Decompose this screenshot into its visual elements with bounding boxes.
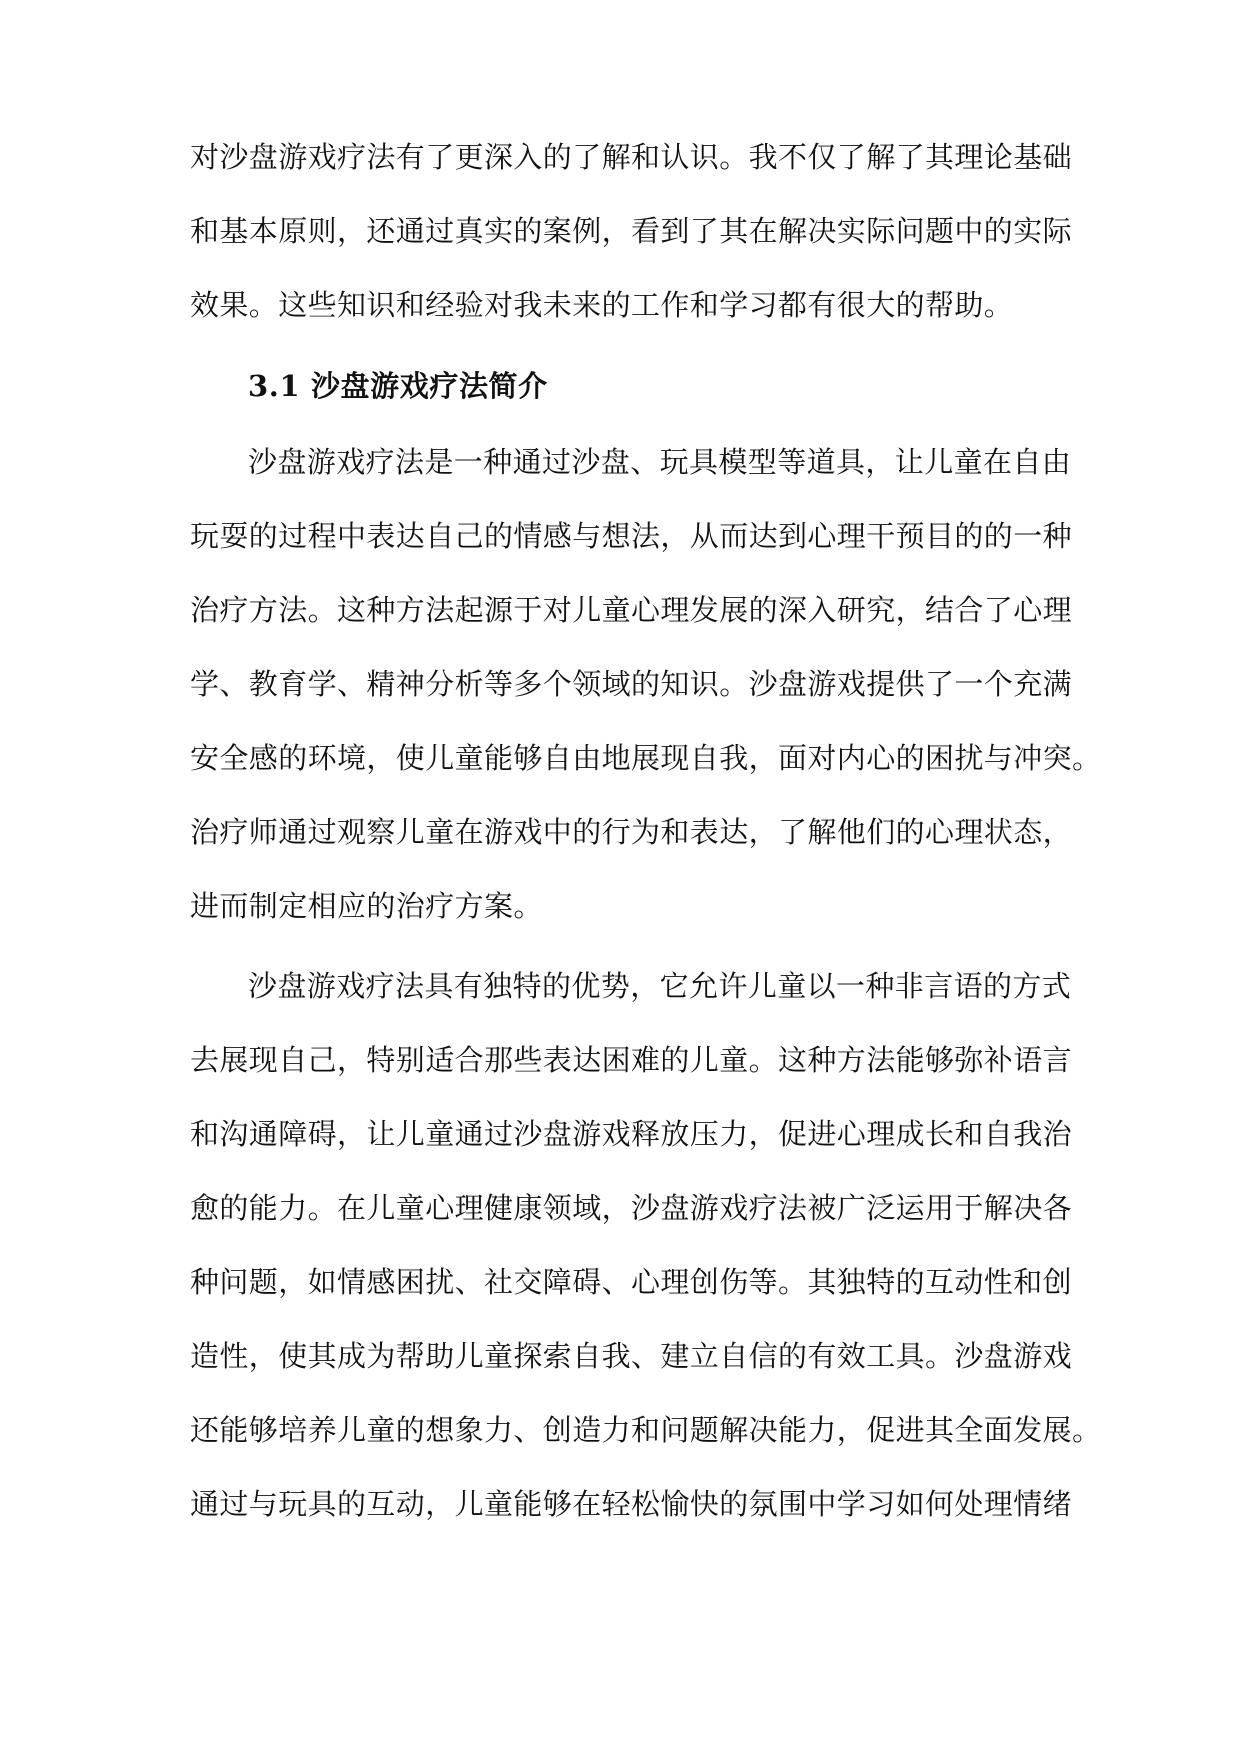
- text-line: 通过与玩具的互动，儿童能够在轻松愉快的氛围中学习如何处理情绪: [190, 1487, 1073, 1521]
- text-line: 去展现自己，特别适合那些表达困难的儿童。这种方法能够弥补语言: [190, 1043, 1073, 1077]
- text-line: 效果。这些知识和经验对我未来的工作和学习都有很大的帮助。: [190, 288, 1014, 322]
- text-line: 安全感的环境，使儿童能够自由地展现自我，面对内心的困扰与冲突。: [190, 741, 1102, 775]
- text-line: 和基本原则，还通过真实的案例，看到了其在解决实际问题中的实际: [190, 214, 1073, 248]
- text-line: 种问题，如情感困扰、社交障碍、心理创伤等。其独特的互动性和创: [190, 1265, 1073, 1299]
- text-line: 造性，使其成为帮助儿童探索自我、建立自信的有效工具。沙盘游戏: [190, 1339, 1073, 1373]
- text-line: 进而制定相应的治疗方案。: [190, 889, 543, 923]
- text-line: 沙盘游戏疗法是一种通过沙盘、玩具模型等道具，让儿童在自由: [248, 445, 1072, 479]
- text-line: 学、教育学、精神分析等多个领域的知识。沙盘游戏提供了一个充满: [190, 667, 1073, 701]
- text-line: 治疗师通过观察儿童在游戏中的行为和表达，了解他们的心理状态，: [190, 815, 1073, 849]
- text-line: 沙盘游戏疗法具有独特的优势，它允许儿童以一种非言语的方式: [248, 969, 1072, 1003]
- text-line: 玩耍的过程中表达自己的情感与想法，从而达到心理干预目的的一种: [190, 519, 1073, 553]
- text-line: 治疗方法。这种方法起源于对儿童心理发展的深入研究，结合了心理: [190, 593, 1073, 627]
- text-line: 愈的能力。在儿童心理健康领域，沙盘游戏疗法被广泛运用于解决各: [190, 1191, 1073, 1225]
- text-line: 和沟通障碍，让儿童通过沙盘游戏释放压力，促进心理成长和自我治: [190, 1117, 1073, 1151]
- text-line: 对沙盘游戏疗法有了更深入的了解和认识。我不仅了解了其理论基础: [190, 140, 1073, 174]
- text-line: 还能够培养儿童的想象力、创造力和问题解决能力，促进其全面发展。: [190, 1413, 1102, 1447]
- section-heading: 3.1 沙盘游戏疗法简介: [248, 369, 548, 403]
